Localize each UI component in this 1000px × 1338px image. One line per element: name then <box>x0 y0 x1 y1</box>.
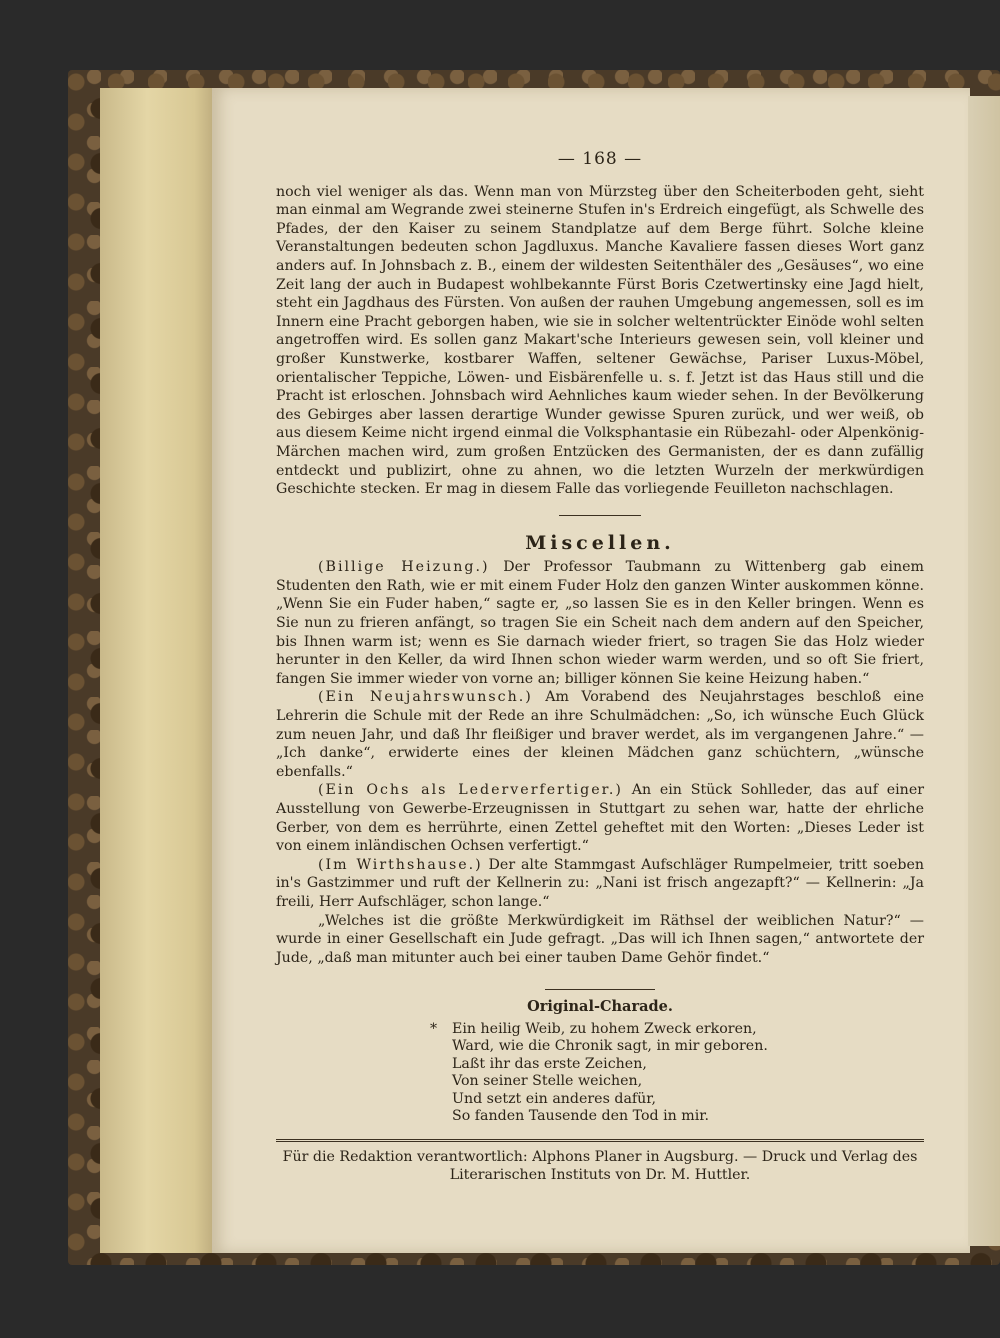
section-heading: Miscellen. <box>525 531 675 554</box>
item-text: „Welches ist die größte Merkwürdigkeit im Räthsel der weiblichen Natur?“ — wurde in einer Gesellschaft ein Jude gefragt. „Das will ich Ihnen sagen,“ antwortete der Jude, „daß man mitunter auch bei einer tauben Dame Gehör findet.“ <box>276 912 924 966</box>
poem <box>430 1020 924 1125</box>
poem-line: Und setzt ein anderes dafür, <box>452 1090 657 1107</box>
poem-title: Original-Charade. <box>527 998 673 1016</box>
body-paragraph: noch viel weniger als das. Wenn man von Mürzsteg über den Scheiterboden geht, sieht man einmal am Wegrande zwei steinerne Stufen in's Erdreich eingefügt, als Schwelle des Pfades, der den Kaiser zu seinem Standplatze auf dem Berge führt. Solche kleine Veranstaltungen bedeuten schon Jagdluxus. Manche Kavaliere fassen dieses Wort ganz anders auf. In Johnsbach z. B., einem der wildesten Seitenthäler des „Gesäuses“, wo eine Zeit lang der auch in Budapest wohlbekannte Fürst Boris Czetwertinsky eine Jagd hielt, steht ein Jagdhaus des Fürsten. Von außen der rauhen Umgebung angemessen, soll es im Innern eine Pracht geborgen haben, wie sie in solcher weltentrückter Einöde wohl selten angetroffen wird. Es sollen ganz Makart'sche Interieurs gewesen sein, voll kleiner und großer Kunstwerke, kostbarer Waffen, seltener Gewächse, Pariser Luxus-Möbel, orientalischer Teppiche, Löwen- und Eisbärenfelle u. s. f. Jetzt ist das Haus still und die Pracht ist erloschen. Johnsbach wird Aehnliches kaum wieder sehen. In der Bevölkerung des Gebirges aber lassen derartige Wunder gewisse Spuren zurück, und wer weiß, ob aus diesem Keime nicht irgend einmal die Volksphantasie ein Rübezahl- oder Alpenkönig-Märchen machen wird, zum großen Entzücken des Germanisten, der es dann zufällig entdeckt und publizirt, ohne zu ahnen, wo die letzten Wurzeln der merkwürdigen Geschichte stecken. Er mag in diesem Falle das vorliegende Feuilleton nachschlagen. <box>276 183 924 498</box>
poem-line: Von seiner Stelle weichen, <box>452 1073 643 1090</box>
imprint-line: Literarischen Instituts von Dr. M. Huttler. <box>449 1167 751 1184</box>
item-title: (Billige Heizung.) <box>318 559 490 576</box>
miscellany-item <box>276 856 924 912</box>
miscellany-item <box>276 558 924 688</box>
poem-line: Ein heilig Weib, zu hohem Zweck erkoren, <box>452 1020 757 1037</box>
item-title: (Im Wirthshause.) <box>318 856 483 873</box>
page-content <box>276 150 924 1184</box>
facing-page-edge <box>968 96 1000 1246</box>
page-number: — 168 — <box>557 149 643 169</box>
section-divider <box>545 989 655 990</box>
poem-line: So fanden Tausende den Tod in mir. <box>452 1107 710 1124</box>
miscellany-item <box>276 781 924 855</box>
miscellany-item <box>276 688 924 781</box>
asterisk-mark: * <box>430 1020 438 1037</box>
miscellany-item <box>276 912 924 968</box>
section-divider <box>559 515 641 516</box>
item-text: An ein Stück Sohlleder, das auf einer Ausstellung von Gewerbe-Erzeugnissen in Stuttgart zu sehen war, hatte der ehrliche Gerber, von dem es herrührte, einen Zettel geheftet mit den Worten: „Dieses Leder ist von einem inländischen Ochsen verfertigt.“ <box>276 782 924 855</box>
poem-line: Ward, wie die Chronik sagt, in mir geboren. <box>452 1038 768 1055</box>
page-edges <box>100 88 218 1253</box>
item-title: (Ein Neujahrswunsch.) <box>318 689 533 706</box>
poem-line: Laßt ihr das erste Zeichen, <box>452 1055 647 1072</box>
imprint-line: Für die Redaktion verantwortlich: Alphons Planer in Augsburg. — Druck und Verlag des <box>282 1149 918 1166</box>
item-text: Der alte Stammgast Aufschläger Rumpelmeier, tritt soeben in's Gastzimmer und ruft der Kellnerin zu: „Nani ist frisch angezapft?“ — Kellnerin: „Ja freili, Herr Aufschläger, schon lange.“ <box>276 856 924 910</box>
item-text: Am Vorabend des Neujahrstages beschloß eine Lehrerin die Schule mit der Rede an ihre Schulmädchen: „So, ich wünsche Euch Glück zum neuen Jahr, und daß Ihr fleißiger und braver werdet, als im vergangenen Jahre.“ — „Ich danke“, erwiderte eines der kleinen Mädchen ganz schüchtern, „wünsche ebenfalls.“ <box>276 689 924 780</box>
item-text: Der Professor Taubmann zu Wittenberg gab einem Studenten den Rath, wie er mit einem Fuder Holz den ganzen Winter auskommen könne. „Wenn Sie ein Fuder haben,“ sagte er, „so lassen Sie es in den Keller bringen. Wenn es Sie nun zu frieren anfängt, so tragen Sie ein Scheit nach dem andern auf den Speicher, bis Ihnen warm ist; wenn es Sie darnach wieder friert, so tragen Sie das Holz wieder herunter in den Keller, da wird Ihnen schon wieder warm werden, und so oft Sie friert, fangen Sie immer wieder von vorne an; billiger können Sie keine Heizung haben.“ <box>276 559 925 687</box>
item-title: (Ein Ochs als Lederverfertiger.) <box>318 782 623 799</box>
footer-rule <box>276 1139 924 1142</box>
imprint <box>276 1148 924 1184</box>
